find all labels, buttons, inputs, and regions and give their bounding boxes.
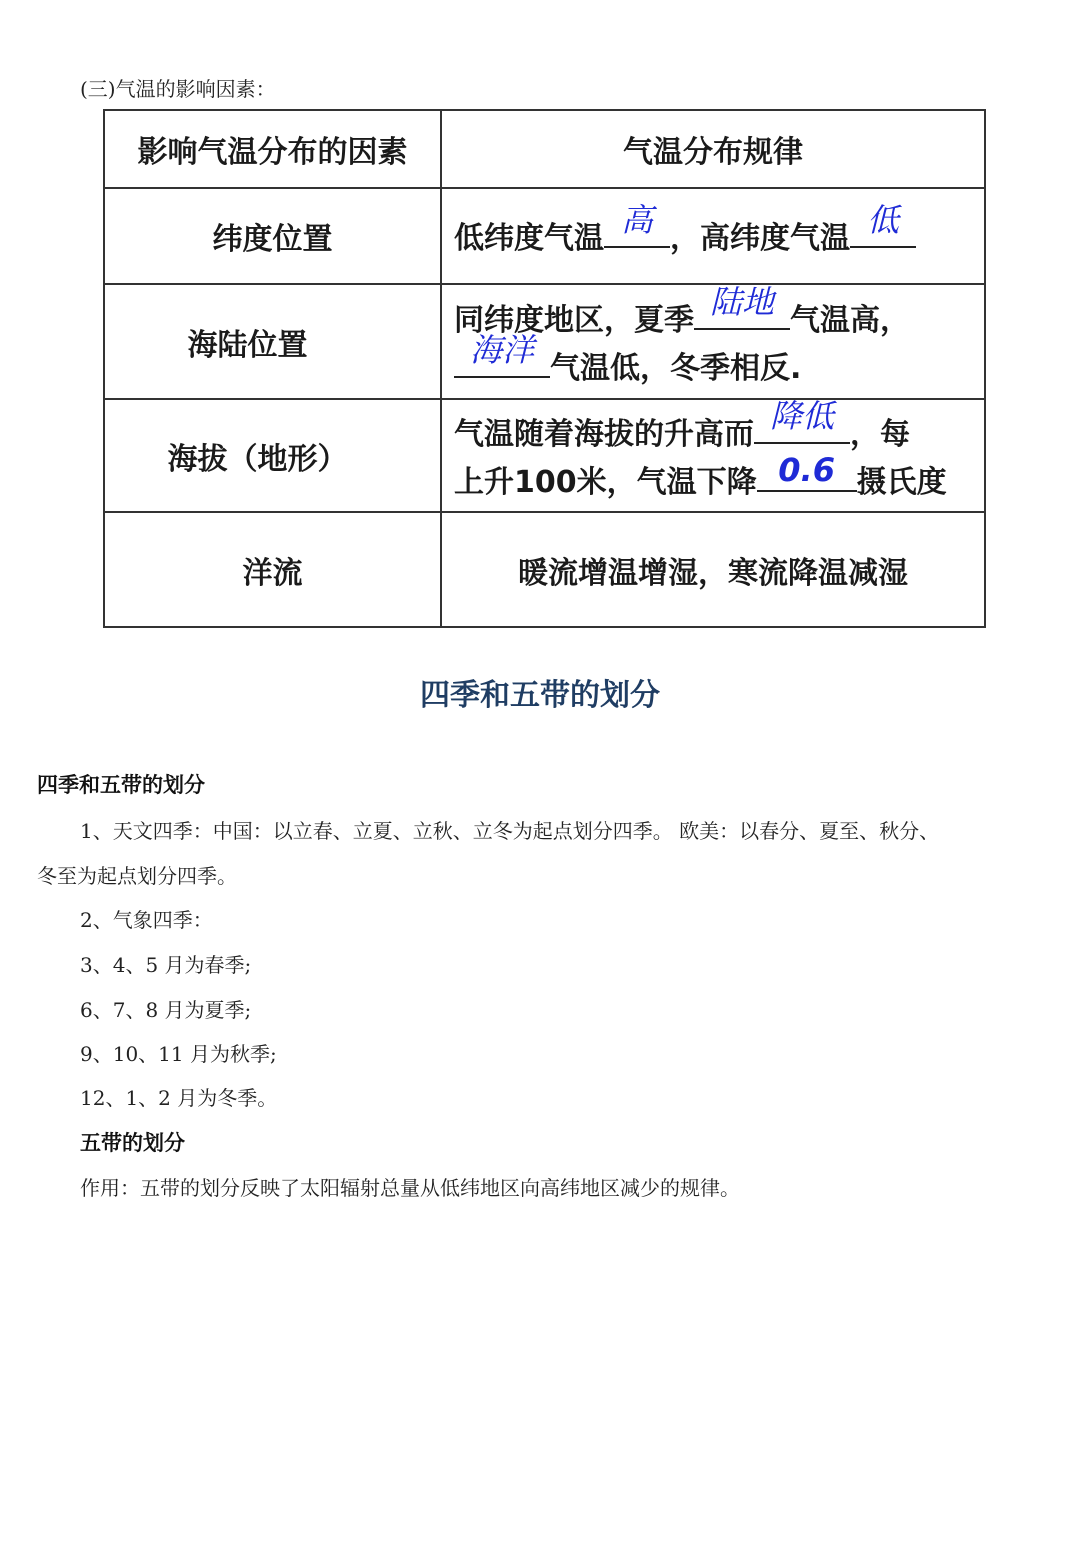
rule-text: 上升100米，气温下降 [454, 464, 757, 500]
paragraph: 冬至为起点划分四季。 [37, 864, 237, 888]
fill-blank [454, 330, 550, 378]
answer-text: 0.6 [778, 450, 835, 489]
table-row [104, 284, 985, 399]
header-rule: 气温分布规律 [441, 110, 985, 188]
rule-ocean-current: 暖流增温增湿，寒流降温减湿 [441, 512, 985, 627]
factor-ocean-current: 洋流 [104, 512, 441, 627]
paragraph: 9、10、11 月为秋季; [80, 1042, 277, 1066]
rule-land-sea [441, 284, 985, 399]
fill-blank [757, 450, 857, 492]
answer-text: 降低 [769, 396, 834, 435]
factor-land-sea: 海陆位置 [104, 284, 441, 399]
rule-text: 气温低，冬季相反. [550, 350, 802, 386]
answer-text: 低 [866, 201, 899, 239]
intro-caption: (三)气温的影响因素： [80, 77, 276, 101]
fill-blank [754, 396, 850, 444]
paragraph: 12、1、2 月为冬季。 [80, 1086, 278, 1110]
paragraph: 作用：五带的划分反映了太阳辐射总量从低纬地区向高纬地区减少的规律。 [80, 1176, 740, 1200]
fill-blank [850, 201, 916, 248]
rule-text: 摄氏度 [856, 464, 947, 500]
temperature-factors-table [103, 109, 986, 628]
answer-text: 陆地 [709, 282, 774, 321]
fill-blank [604, 201, 670, 248]
answer-text: 海洋 [469, 330, 534, 369]
sub-heading: 四季和五带的划分 [37, 773, 205, 797]
rule-altitude [441, 396, 985, 512]
table-row [104, 188, 985, 284]
table-row [104, 399, 985, 512]
rule-latitude [441, 188, 985, 284]
rule-text: 气温随着海拔的升高而 [454, 416, 754, 452]
answer-text: 高 [620, 201, 653, 239]
section-title: 四季和五带的划分 [420, 678, 660, 713]
paragraph: 1、天文四季：中国：以立春、立夏、立秋、立冬为起点划分四季。 欧美：以春分、夏至、秋分、 [80, 819, 940, 843]
rule-text: 同纬度地区，夏季 [454, 302, 694, 338]
paragraph: 2、气象四季： [80, 908, 213, 932]
table-header-row [104, 110, 985, 188]
table-row [104, 512, 985, 627]
rule-text: ，每 [850, 416, 910, 452]
factor-latitude: 纬度位置 [104, 188, 441, 284]
fill-blank [694, 282, 790, 330]
paragraph: 3、4、5 月为春季; [80, 953, 252, 977]
rule-text: 气温高， [790, 302, 910, 338]
rule-text: ，高纬度气温 [670, 221, 850, 256]
header-factor: 影响气温分布的因素 [104, 110, 441, 188]
rule-text: 低纬度气温 [454, 221, 604, 256]
paragraph: 6、7、8 月为夏季; [80, 998, 252, 1022]
factor-altitude: 海拔（地形） [104, 399, 441, 512]
sub-heading: 五带的划分 [80, 1131, 185, 1155]
